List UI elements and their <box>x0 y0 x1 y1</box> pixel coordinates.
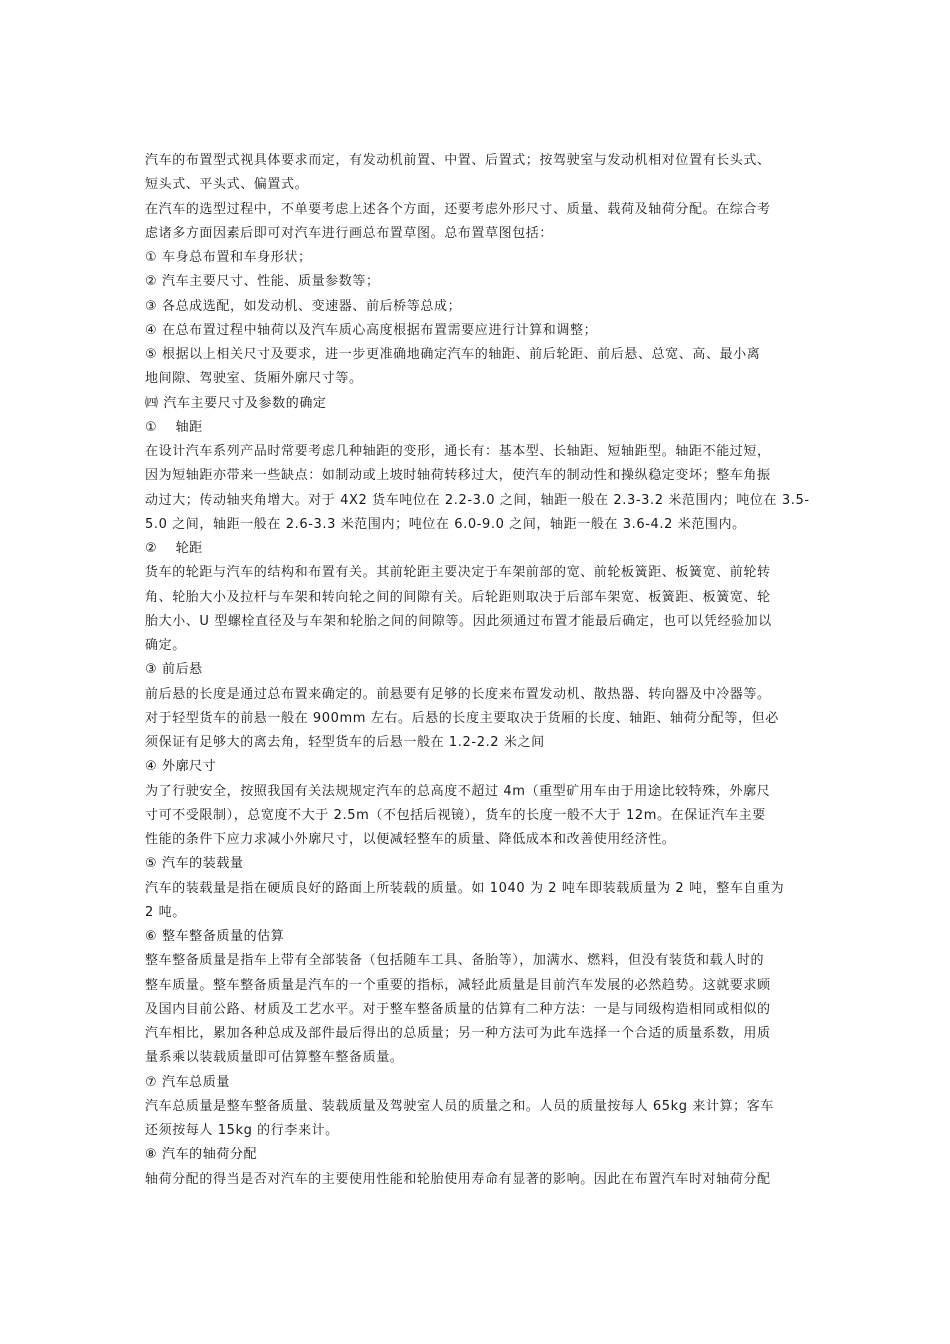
document-body <box>145 149 813 1192</box>
paragraph-line: 还须按每人 15kg 的行李来计。 <box>145 1123 339 1138</box>
paragraph-line: 对于轻型货车的前悬一般在 900mm 左右。后悬的长度主要取决于货厢的长度、轴距、轴荷分配等，但必 <box>145 710 779 726</box>
paragraph-line: 量系乘以装载质量即可估算整车整备质量。 <box>145 1050 404 1066</box>
subsection-heading: ② 轮距 <box>145 541 203 556</box>
list-item: ③ 各总成选配，如发动机、变速器、前后桥等总成； <box>145 298 462 314</box>
paragraph-line: 角、轮胎大小及拉杆与车架和转向轮之间的间隙有关。后轮距则取决于后部车架宽、板簧距、板簧宽、轮 <box>145 589 771 605</box>
list-item: ① 车身总布置和车身形状； <box>145 250 312 265</box>
paragraph-line: 汽车总质量是整车整备质量、装载质量及驾驶室人员的质量之和。人员的质量按每人 65kg 来计算；客车 <box>145 1098 774 1114</box>
paragraph-line: 胎大小、U 型螺栓直径及与车架和轮胎之间的间隙等。因此须通过布置才能最后确定，也可以凭经验加以 <box>145 613 772 629</box>
paragraph-line: 须保证有足够大的离去角，轻型货车的后悬一般在 1.2-2.2 米之间 <box>145 735 545 750</box>
paragraph-line: 在设计汽车系列产品时常要考虑几种轴距的变形，通长有：基本型、长轴距、短轴距型。轴距不能过短， <box>145 444 771 459</box>
subsection-heading: ⑦ 汽车总质量 <box>145 1074 230 1090</box>
paragraph-line: 性能的条件下应力求减小外廓尺寸，以便减轻整车的质量、降低成本和改善使用经济性。 <box>145 832 676 847</box>
list-item: ② 汽车主要尺寸、性能、质量参数等； <box>145 274 380 290</box>
paragraph-line: 2 吨。 <box>145 904 186 920</box>
paragraph-line: 虑诸多方面因素后即可对汽车进行画总布置草图。总布置草图包括： <box>145 225 554 241</box>
paragraph-line: 整车质量。整车整备质量是汽车的一个重要的指标，减轻此质量是目前汽车发展的必然趋势。这就要求顾 <box>145 977 771 993</box>
paragraph-line: 及国内目前公路、材质及工艺水平。对于整车整备质量的估算有二种方法：一是与同级构造相同或相似的 <box>145 1001 771 1017</box>
subsection-heading: ① 轴距 <box>145 419 203 435</box>
paragraph-line: 前后悬的长度是通过总布置来确定的。前悬要有足够的长度来布置发动机、散热器、转向器及中冷器等。 <box>145 686 771 702</box>
list-item: ④ 在总布置过程中轴荷以及汽车质心高度根据布置需要应进行计算和调整； <box>145 322 598 338</box>
subsection-heading: ⑥ 整车整备质量的估算 <box>145 929 285 944</box>
paragraph-line: 汽车相比，累加各种总成及部件最后得出的总质量；另一种方法可为此车选择一个合适的质量系数，用质 <box>145 1026 771 1041</box>
paragraph-line: 轴荷分配的得当是否对汽车的主要使用性能和轮胎使用寿命有显著的影响。因此在布置汽车时对轴荷分配 <box>145 1171 771 1187</box>
paragraph-line: 地间隙、驾驶室、货厢外廓尺寸等。 <box>145 371 363 387</box>
paragraph-line: 因为短轴距亦带来一些缺点：如制动或上坡时轴荷转移过大，使汽车的制动性和操纵稳定变坏；整车角振 <box>145 468 771 484</box>
subsection-heading: ③ 前后悬 <box>145 662 203 678</box>
subsection-heading: ⑧ 汽车的轴荷分配 <box>145 1147 258 1163</box>
subsection-heading: ⑤ 汽车的装载量 <box>145 856 244 872</box>
section-heading: ㈣ 汽车主要尺寸及参数的确定 <box>145 395 327 411</box>
paragraph-line: 寸可不受限制），总宽度不大于 2.5m（不包括后视镜），货车的长度一般不大于 12m。在保证汽车主要 <box>145 807 766 823</box>
paragraph-line: 货车的轮距与汽车的结构和布置有关。其前轮距主要决定于车架前部的宽、前轮板簧距、板簧宽、前轮转 <box>145 565 771 581</box>
paragraph-line: 在汽车的选型过程中，不单要考虑上述各个方面，还要考虑外形尺寸、质量、载荷及轴荷分配。在综合考 <box>145 201 771 217</box>
paragraph-line: 短头式、平头式、偏置式。 <box>145 177 309 193</box>
list-item: ⑤ 根据以上相关尺寸及要求，进一步更准确地确定汽车的轴距、前后轮距、前后悬、总宽、高、最小离 <box>145 347 761 362</box>
paragraph-line: 动过大；传动轴夹角增大。对于 4X2 货车吨位在 2.2-3.0 之间，轴距一般在 2.3-3.2 米范围内；吨位在 3.5- <box>145 492 810 508</box>
paragraph-line: 确定。 <box>145 638 186 653</box>
paragraph-line: 汽车的布置型式视具体要求而定，有发动机前置、中置、后置式；按驾驶室与发动机相对位置有长头式、 <box>145 153 771 168</box>
paragraph-line: 整车整备质量是指车上带有全部装备（包括随车工具、备胎等），加满水、燃料，但没有装货和载人时的 <box>145 953 765 969</box>
paragraph-line: 5.0 之间，轴距一般在 2.6-3.3 米范围内；吨位在 6.0-9.0 之间，轴距一般在 3.6-4.2 米范围内。 <box>145 516 746 532</box>
paragraph-line: 为了行驶安全，按照我国有关法规规定汽车的总高度不超过 4m（重型矿用车由于用途比较特殊，外廓尺 <box>145 783 771 799</box>
subsection-heading: ④ 外廓尺寸 <box>145 759 217 775</box>
paragraph-line: 汽车的装载量是指在硬质良好的路面上所装载的质量。如 1040 为 2 吨车即装载质量为 2 吨，整车自重为 <box>145 880 785 896</box>
